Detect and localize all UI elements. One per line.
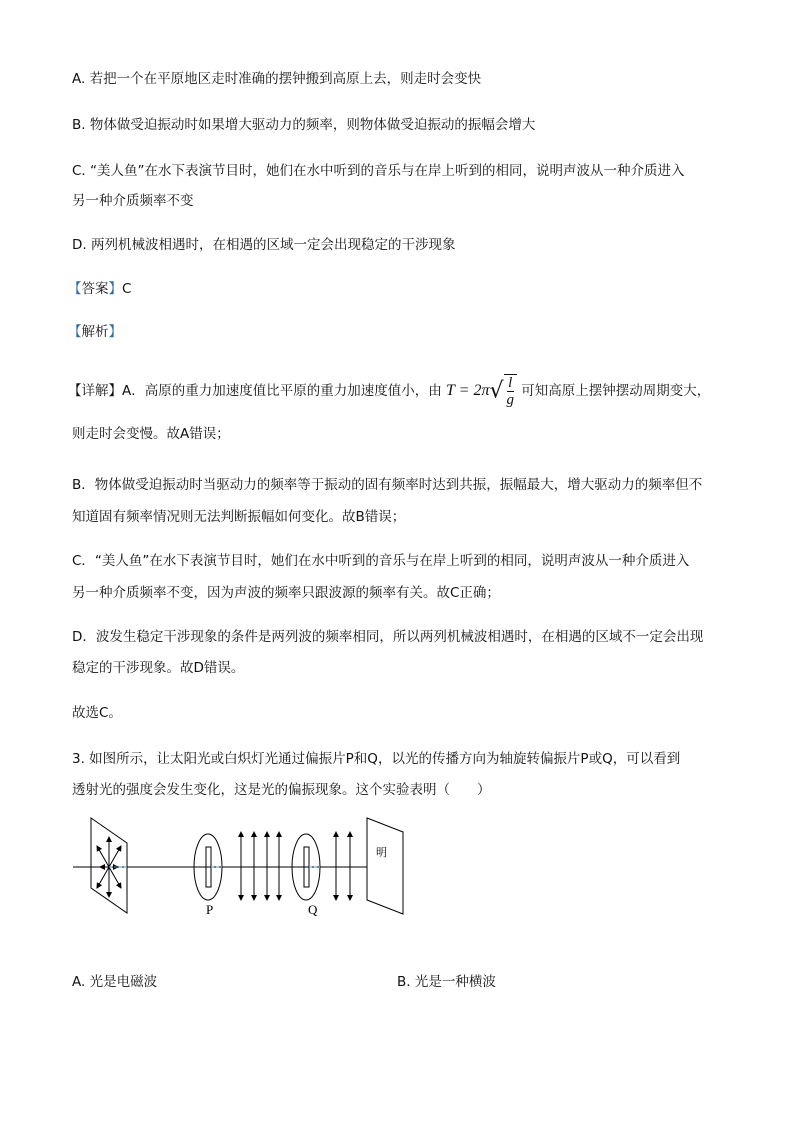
detail-a-line2: 则走时会变慢。故A错误； [72,426,230,442]
bracket: 【 [68,324,82,340]
detail-a-text-post: 可知高原上摆钟摆动周期变大， [521,383,711,399]
detail-a-line1 [68,374,710,408]
detail-b-line2: 知道固有频率情况则无法判断振幅如何变化。故B错误； [72,509,406,525]
polarization-diagram [60,810,420,920]
bracket: 】 [108,383,122,399]
label-screen: 明 [376,846,387,859]
answer-value: C [122,281,132,297]
option-b: B. 物体做受迫振动时如果增大驱动力的频率，则物体做受迫振动的振幅会增大 [72,117,536,133]
option-c-line2: 另一种介质频率不变 [72,193,194,209]
sqrt-sign: √ [489,378,504,404]
formula-lhs: T = 2π [446,382,490,399]
answer-label: 答案 [81,281,109,297]
option-d: D. 两列机械波相遇时，在相遇的区域一定会出现稳定的干涉现象 [72,237,456,253]
screen [367,818,403,914]
detail-c-line2: 另一种介质频率不变，因为声波的频率只跟波源的频率有关。故C正确； [72,585,500,601]
option-c-line1: C. “美人鱼”在水下表演节目时，她们在水中听到的音乐与在岸上听到的相同，说明声波从一种介质进入 [72,163,685,179]
bracket: 】 [108,324,122,340]
q3-line1: 3. 如图所示，让太阳光或白炽灯光通过偏振片P和Q，以光的传播方向为轴旋转偏振片P或Q，可以看到 [72,751,681,767]
analysis-label: 解析 [81,324,109,340]
label-q: Q [308,902,318,917]
detail-b-line1: B．物体做受迫振动时当驱动力的频率等于振动的固有频率时达到共振，振幅最大，增大驱动力的频率但不 [72,477,703,493]
detail-d-line2: 稳定的干涉现象。故D错误。 [72,660,245,676]
detail-a-text: A．高原的重力加速度值比平原的重力加速度值小，由 [122,383,442,399]
q3-line2: 透射光的强度会发生变化，这是光的偏振现象。这个实验表明（ ） [72,782,491,798]
bracket: 【 [68,281,82,297]
detail-label: 详解 [81,383,109,399]
answer-line [68,277,131,297]
choose-line: 故选C。 [72,705,122,721]
option-a: A. 若把一个在平原地区走时准确的摆钟搬到高原上去，则走时会变快 [72,71,482,87]
detail-c-line1: C．“美人鱼”在水下表演节目时，她们在水中听到的音乐与在岸上听到的相同，说明声波从一种介质进入 [72,553,690,569]
q3-option-a: A. 光是电磁波 [72,974,158,990]
bracket: 【 [68,383,82,399]
label-p: P [206,902,214,917]
formula-fraction [504,374,518,408]
formula-numerator: l [508,375,513,391]
detail-d-line1: D．波发生稳定干涉现象的条件是两列波的频率相同，所以两列机械波相遇时，在相遇的区域不一定会出现 [72,629,704,645]
bracket: 】 [108,281,122,297]
formula-denominator: g [506,392,514,408]
analysis-heading [68,320,122,340]
q3-option-b: B. 光是一种横波 [397,974,496,990]
